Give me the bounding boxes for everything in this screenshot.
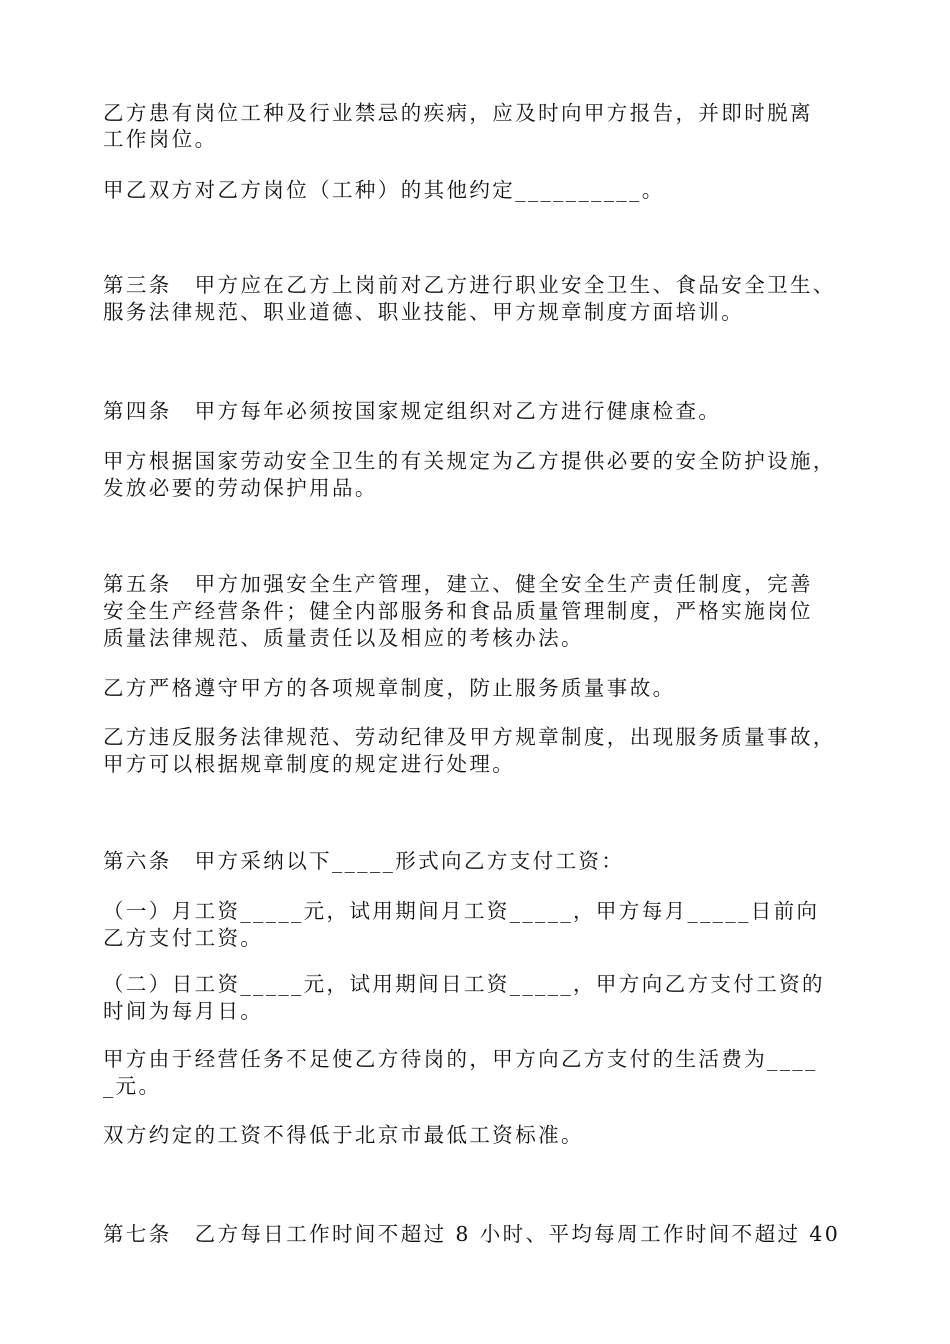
monthly-wage-line-2: 乙方支付工资。 bbox=[103, 926, 264, 950]
monthly-wage-line-1: （一）月工资_____元，试用期间月工资_____，甲方每月_____日前向 bbox=[103, 899, 820, 923]
minimum-wage-line: 双方约定的工资不得低于北京市最低工资标准。 bbox=[103, 1123, 584, 1147]
article-7-line-1: 第七条 乙方每日工作时间不超过 8 小时、平均每周工作时间不超过 40 bbox=[103, 1222, 841, 1246]
standby-pay-line-1: 甲方由于经营任务不足使乙方待岗的，甲方向乙方支付的生活费为____ bbox=[103, 1047, 818, 1071]
text-line-1: 乙方患有岗位工种及行业禁忌的疾病，应及时向甲方报告，并即时脱离 bbox=[103, 101, 813, 125]
daily-wage-line-1: （二）日工资_____元，试用期间日工资_____，甲方向乙方支付工资的 bbox=[103, 972, 825, 996]
text-line-2: 工作岗位。 bbox=[103, 127, 218, 151]
article-4-line-1: 第四条 甲方每年必须按国家规定组织对乙方进行健康检查。 bbox=[103, 399, 722, 423]
article-3-line-2: 服务法律规范、职业道德、职业技能、甲方规章制度方面培训。 bbox=[103, 300, 745, 324]
text-line-rules: 乙方严格遵守甲方的各项规章制度，防止服务质量事故。 bbox=[103, 676, 676, 700]
article-5-line-1: 第五条 甲方加强安全生产管理，建立、健全安全生产责任制度，完善 bbox=[103, 572, 813, 596]
article-3-line-1: 第三条 甲方应在乙方上岗前对乙方进行职业安全卫生、食品安全卫生、 bbox=[103, 273, 836, 297]
article-5-line-3: 质量法律规范、质量责任以及相应的考核办法。 bbox=[103, 626, 584, 650]
text-line-health-1: 甲方根据国家劳动安全卫生的有关规定为乙方提供必要的安全防护设施， bbox=[103, 449, 836, 473]
text-line-3: 甲乙双方对乙方岗位（工种）的其他约定__________。 bbox=[103, 178, 665, 202]
text-line-health-2: 发放必要的劳动保护用品。 bbox=[103, 476, 378, 500]
article-5-line-2: 安全生产经营条件；健全内部服务和食品质量管理制度，严格实施岗位 bbox=[103, 599, 813, 623]
daily-wage-line-2: 时间为每月日。 bbox=[103, 999, 264, 1023]
standby-pay-line-2: _元。 bbox=[103, 1074, 162, 1098]
article-6-line-1: 第六条 甲方采纳以下_____形式向乙方支付工资： bbox=[103, 849, 625, 873]
text-line-violation-2: 甲方可以根据规章制度的规定进行处理。 bbox=[103, 752, 516, 776]
text-line-violation-1: 乙方违反服务法律规范、劳动纪律及甲方规章制度，出现服务质量事故， bbox=[103, 725, 836, 749]
